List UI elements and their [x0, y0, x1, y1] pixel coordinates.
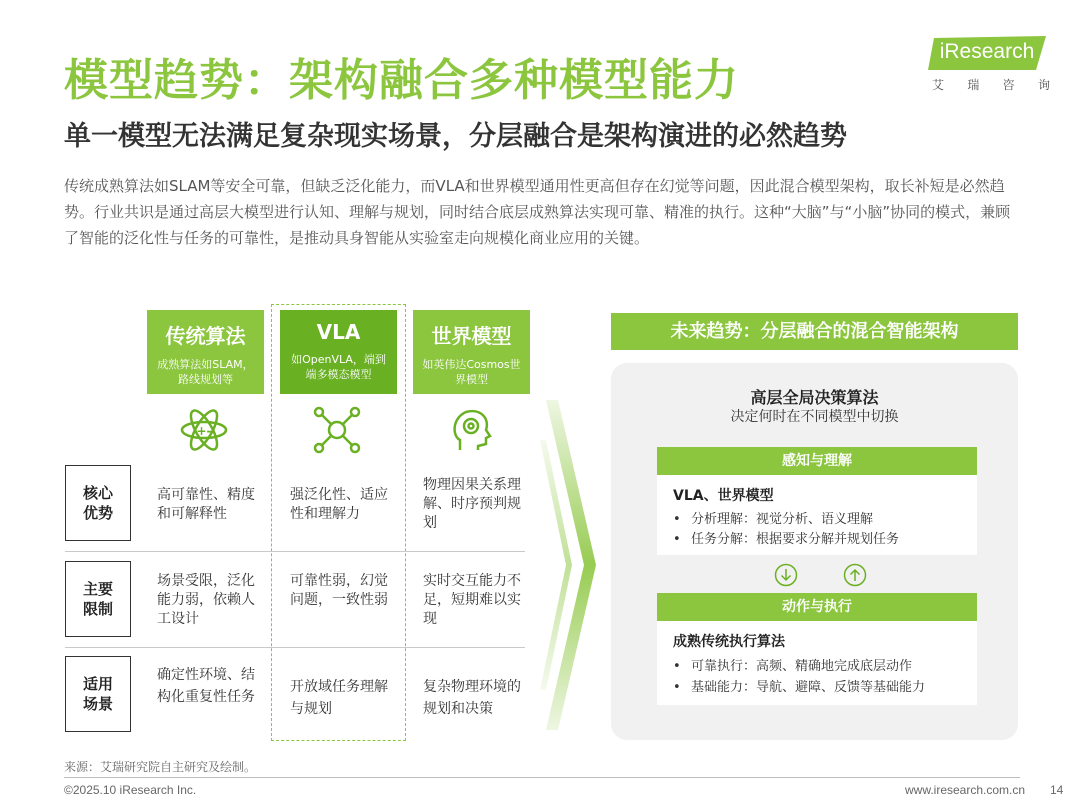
column-name: VLA [316, 320, 361, 344]
table-cell: 强泛化性、适应性和理解力 [290, 487, 388, 522]
source-note: 来源：艾瑞研究院自主研究及绘制。 [64, 760, 257, 774]
top-algorithm-title: 高层全局决策算法 [750, 388, 879, 407]
copyright: ©2025.10 iResearch Inc. [64, 783, 197, 797]
head-brain-icon [444, 404, 496, 456]
layer-card-title: 成熟传统执行算法 [673, 634, 785, 650]
column-desc: 如英伟达Cosmos世界模型 [422, 358, 521, 386]
layer-card-bullet: • 可靠执行：高频、精确地完成底层动作 [673, 655, 912, 674]
table-cell: 开放域任务理解与规划 [290, 679, 388, 717]
table-cell: 高可靠性、精度和可解释性 [157, 487, 255, 522]
chevron-right-icon [540, 400, 600, 730]
logo-char: 询 [1037, 78, 1050, 92]
row-divider [65, 647, 525, 648]
row-divider [65, 551, 525, 552]
page-subtitle: 单一模型无法满足复杂现实场景，分层融合是架构演进的必然趋势 [64, 121, 847, 152]
logo-char: 咨 [1002, 78, 1015, 92]
table-cell: 场景受限，泛化能力弱，依赖人工设计 [157, 573, 255, 627]
table-cell: 实时交互能力不足，短期难以实现 [423, 573, 521, 627]
column-header-vla [280, 310, 397, 394]
logo-char: 艾 [932, 78, 945, 92]
future-trend-header: 未来趋势：分层融合的混合智能架构 [611, 313, 1018, 350]
column-desc: 如OpenVLA，端到端多模态模型 [291, 353, 386, 381]
row-label-scenario [65, 656, 131, 732]
row-label-limitation [65, 561, 131, 637]
layer-card-bullet: • 分析理解：视觉分析、语义理解 [673, 508, 873, 527]
arrow-up-circle-icon [843, 563, 867, 587]
layer-perception-bar: 感知与理解 [657, 447, 977, 475]
row-label-text: 适用场景 [82, 675, 113, 713]
footer-divider [64, 777, 1020, 778]
layer-card-bullet: • 任务分解：根据要求分解并规划任务 [673, 528, 899, 547]
top-algorithm-subtitle: 决定何时在不同模型中切换 [730, 409, 899, 425]
page-number: 14 [1050, 783, 1064, 797]
column-header-world-model [413, 310, 530, 394]
column-header-traditional [147, 310, 264, 394]
website-link[interactable]: www.iresearch.com.cn [905, 783, 1026, 797]
layer-card-title: VLA、世界模型 [673, 488, 774, 504]
svg-text:+-: +- [196, 424, 212, 438]
table-cell: 物理因果关系理解、时序预判规划 [423, 477, 521, 531]
page-title: 模型趋势：架构融合多种模型能力 [64, 55, 739, 106]
table-cell: 可靠性弱，幻觉问题，一致性弱 [290, 573, 388, 608]
column-name: 世界模型 [431, 324, 512, 348]
logo-chinese [932, 76, 1050, 93]
row-label-text: 核心优势 [82, 484, 113, 522]
table-cell: 复杂物理环境的规划和决策 [423, 679, 521, 717]
row-label-advantage [65, 465, 131, 541]
intro-paragraph: 传统成熟算法如SLAM等安全可靠，但缺乏泛化能力，而VLA和世界模型通用性更高但存在幻觉等问题，因此混合模型架构，取长补短是必然趋势。行业共识是通过高层大模型进行认知、理解与规划，同时结合底层成熟算法实现可靠、精准的执行。这种“大脑”与“小脑”协同的模式，兼顾了智能的泛化性与任务的可靠性，是推动具身智能从实验室走向规模化商业应用的关键。 [64, 177, 1011, 247]
logo-text: iResearch [939, 40, 1035, 63]
arrow-down-circle-icon [774, 563, 798, 587]
layer-card-bullet: • 基础能力：导航、避障、反馈等基础能力 [673, 676, 925, 695]
column-name: 传统算法 [165, 324, 246, 348]
column-desc: 成熟算法如SLAM，路线规划等 [157, 358, 254, 386]
atom-icon [178, 404, 230, 456]
table-cell: 确定性环境、结构化重复性任务 [157, 667, 255, 705]
layer-execution-card [657, 621, 977, 705]
layer-perception-card [657, 475, 977, 555]
logo-char: 瑞 [967, 78, 980, 92]
iresearch-logo [928, 32, 1054, 98]
layer-execution-bar: 动作与执行 [657, 593, 977, 621]
row-label-text: 主要限制 [82, 580, 113, 618]
network-icon [311, 404, 363, 456]
